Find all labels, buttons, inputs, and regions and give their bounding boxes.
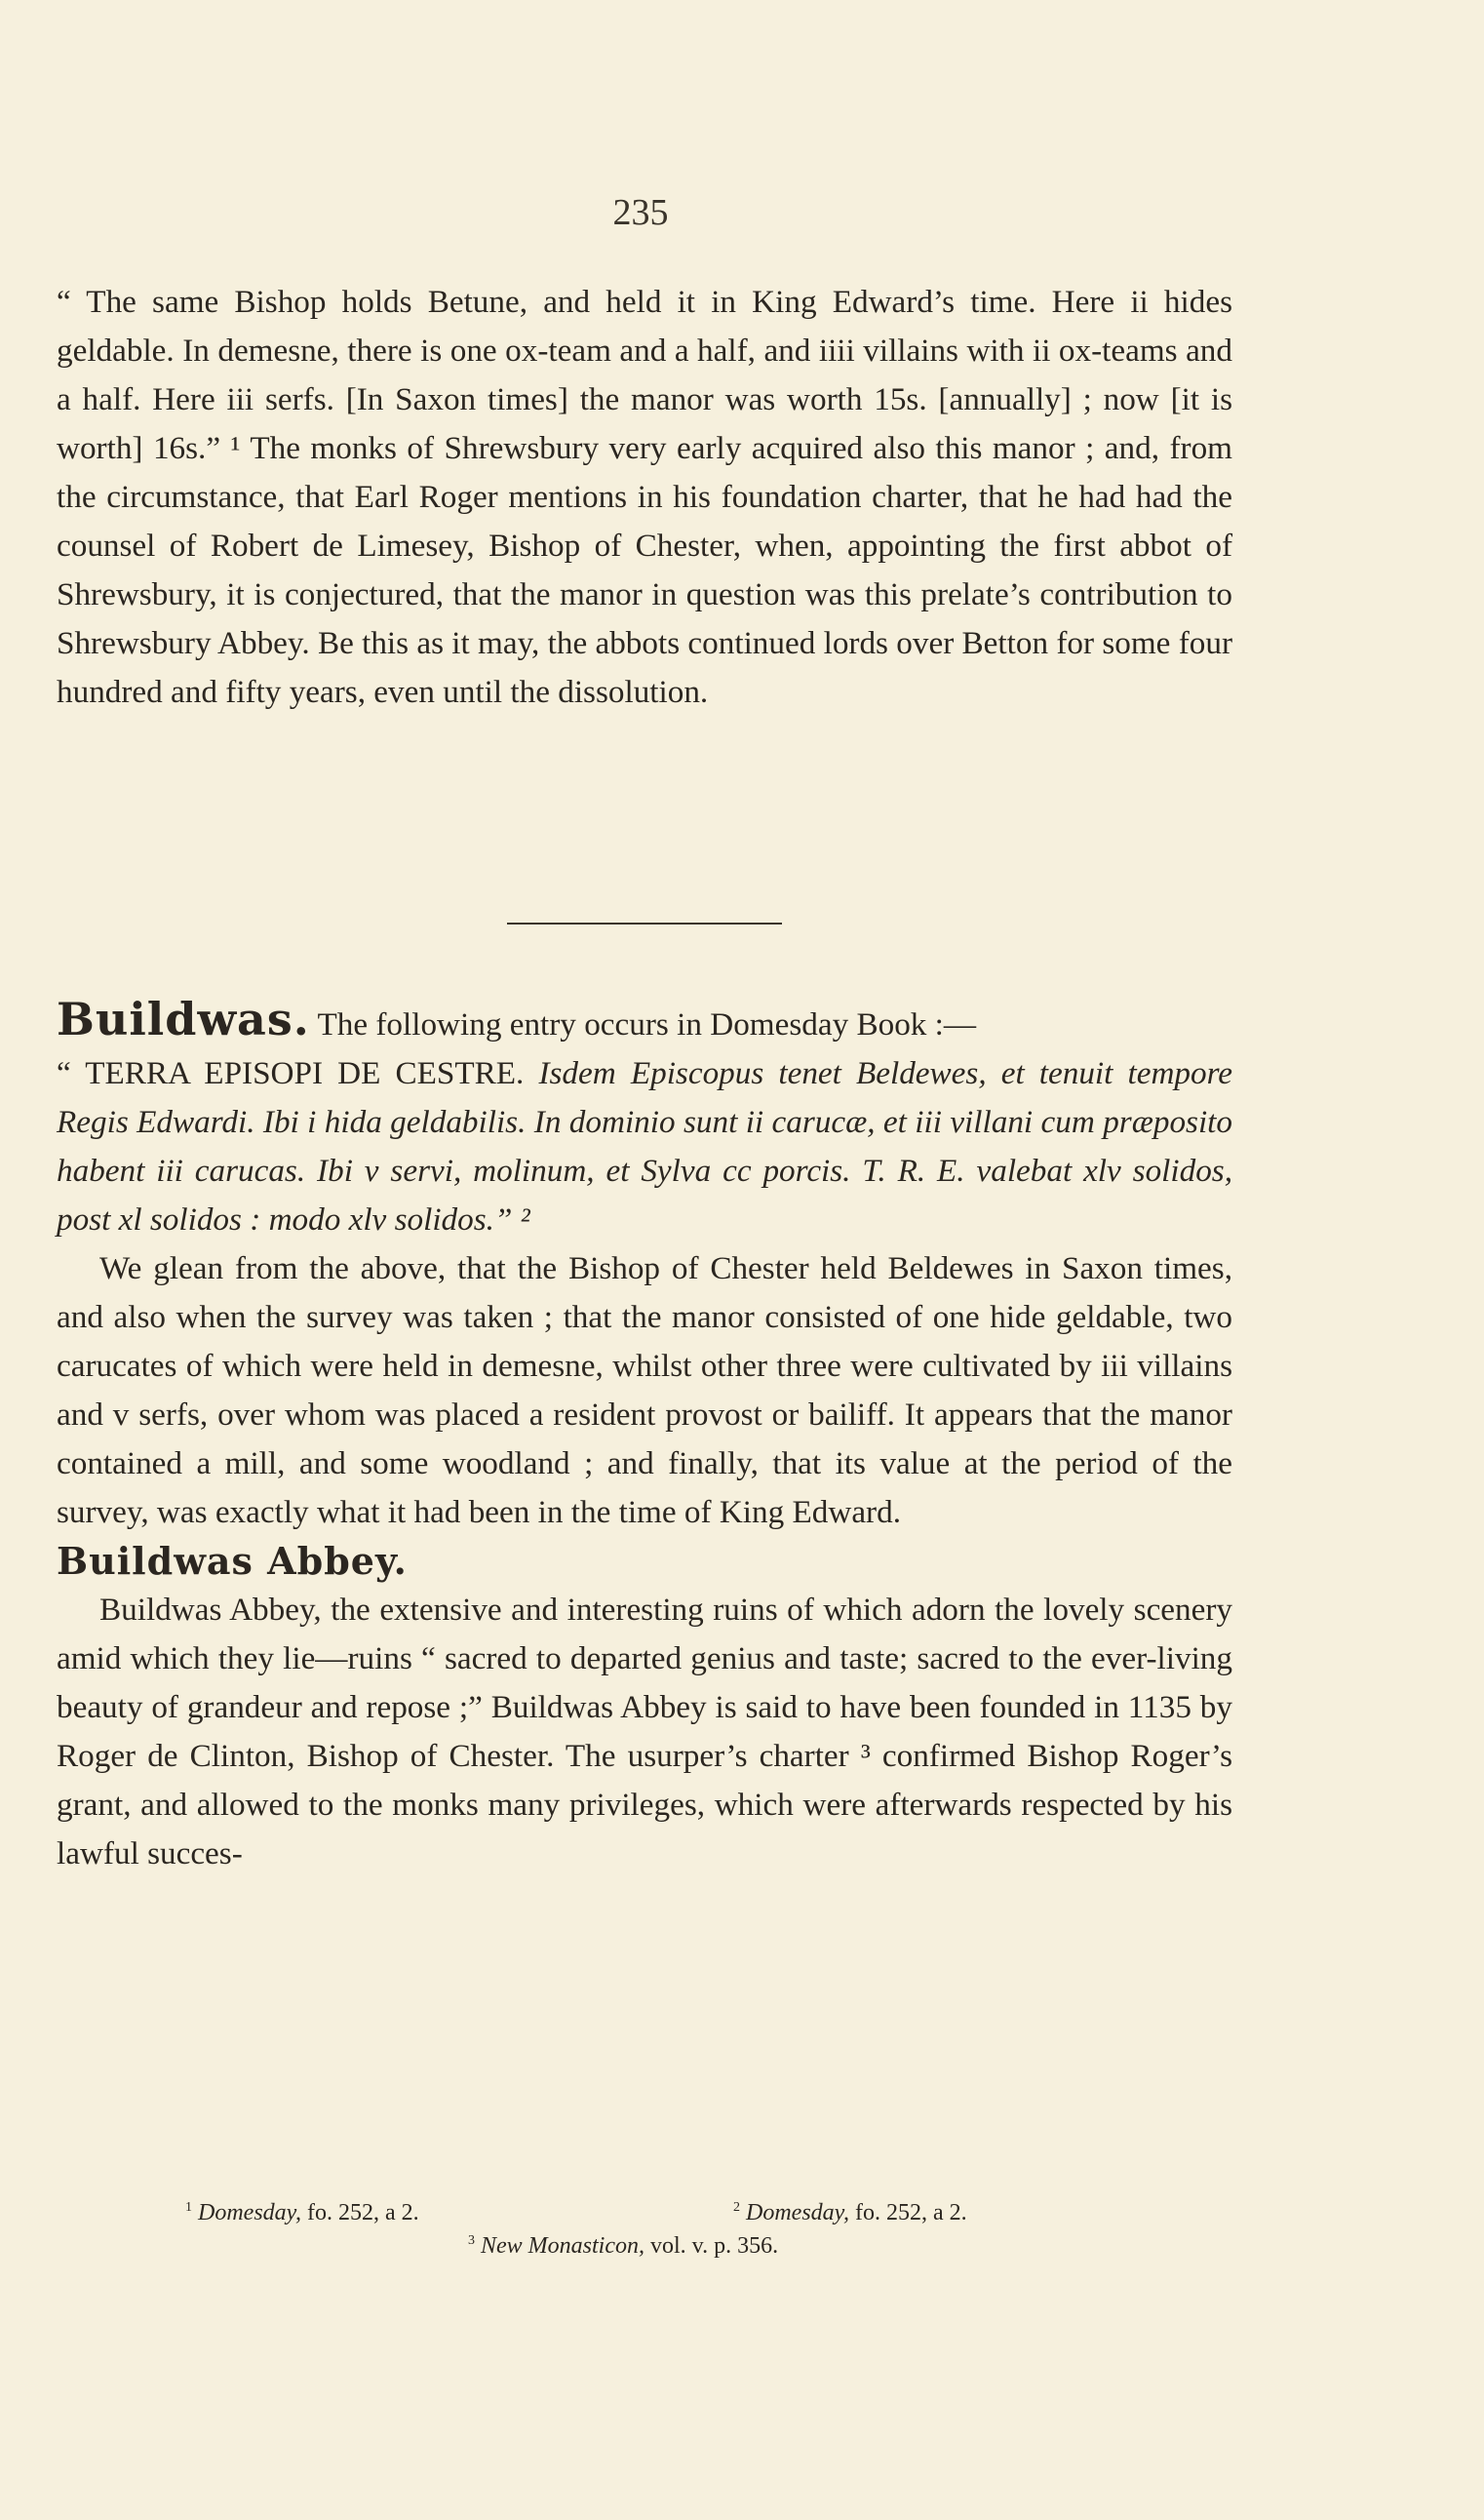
paragraph-text: “ The same Bishop holds Betune, and held it in King Edward’s time. Here ii hides geldable. In demesne, there is one ox-team and a half, and iiii villains with ii ox-teams and a half. Here iii serfs. [In Saxon times] the manor was worth 15s. [annually] ; now [it is worth] 16s.” ¹ The monks of Shrewsbury very early acquired also this manor ; and, from the circumstance, that Earl Roger mentions in his foundation charter, that he had had the counsel of Robert de Limesey, Bishop of Chester, when, appointing the first abbot of Shrewsbury, it is conjectured, that the manor in question was this prelate’s contribution to Shrewsbury Abbey. Be this as it may, the abbots continued lords over Betton for some four hundred and fifty years, even until the dissolution.: [57, 284, 1232, 710]
section-buildwas: [57, 995, 1232, 1878]
footnote-1: $^1$ Domesday, fo. 252, a 2.: [185, 2200, 419, 2225]
section-divider: [507, 923, 782, 925]
intro-text: The following entry occurs in Domesday Book :—: [317, 1006, 977, 1043]
latin-heading: “ TERRA EPISOPI DE CESTRE.: [57, 1055, 525, 1091]
paragraph-betton: [57, 278, 1232, 717]
section-heading-abbey: Buildwas Abbey.: [57, 1539, 408, 1583]
latin-text: Isdem Episcopus tenet Beldewes, et tenuit tempore Regis Edwardi. Ibi i hida geldabilis. In dominio sunt ii carucæ, et iii villani cum præposito habent iii carucas. Ibi v servi, molinum, et Sylva cc porcis. T. R. E. valebat xlv solidos, post xl solidos : modo xlv solidos.” ²: [57, 1055, 1233, 1238]
section-heading-buildwas: Buildwas.: [57, 993, 310, 1045]
paragraph-abbey: Buildwas Abbey, the extensive and interesting ruins of which adorn the lovely scenery amid which they lie—ruins “ sacred to departed genius and taste; sacred to the ever-living beauty of grandeur and repose ;” Buildwas Abbey is said to have been founded in 1135 by Roger de Clinton, Bishop of Chester. The usurper’s charter ³ confirmed Bishop Roger’s grant, and allowed to the monks many privileges, which were afterwards respected by his lawful succes-: [57, 1592, 1232, 1871]
page-number: 235: [612, 192, 669, 233]
footnote-2: $^2$ Domesday, fo. 252, a 2.: [733, 2200, 967, 2225]
domesday-entry: [57, 995, 1232, 1244]
paragraph-commentary: We glean from the above, that the Bishop of Chester held Beldewes in Saxon times, and also when the survey was taken ; that the manor consisted of one hide geldable, two carucates of which were held in demesne, whilst other three were cultivated by iii villains and v serfs, over whom was placed a resident provost or bailiff. It appears that the manor contained a mill, and some woodland ; and finally, that its value at the period of the survey, was exactly what it had been in the time of King Edward.: [57, 1250, 1232, 1530]
footnote-3: $^3$ New Monasticon, vol. v. p. 356.: [468, 2233, 779, 2259]
